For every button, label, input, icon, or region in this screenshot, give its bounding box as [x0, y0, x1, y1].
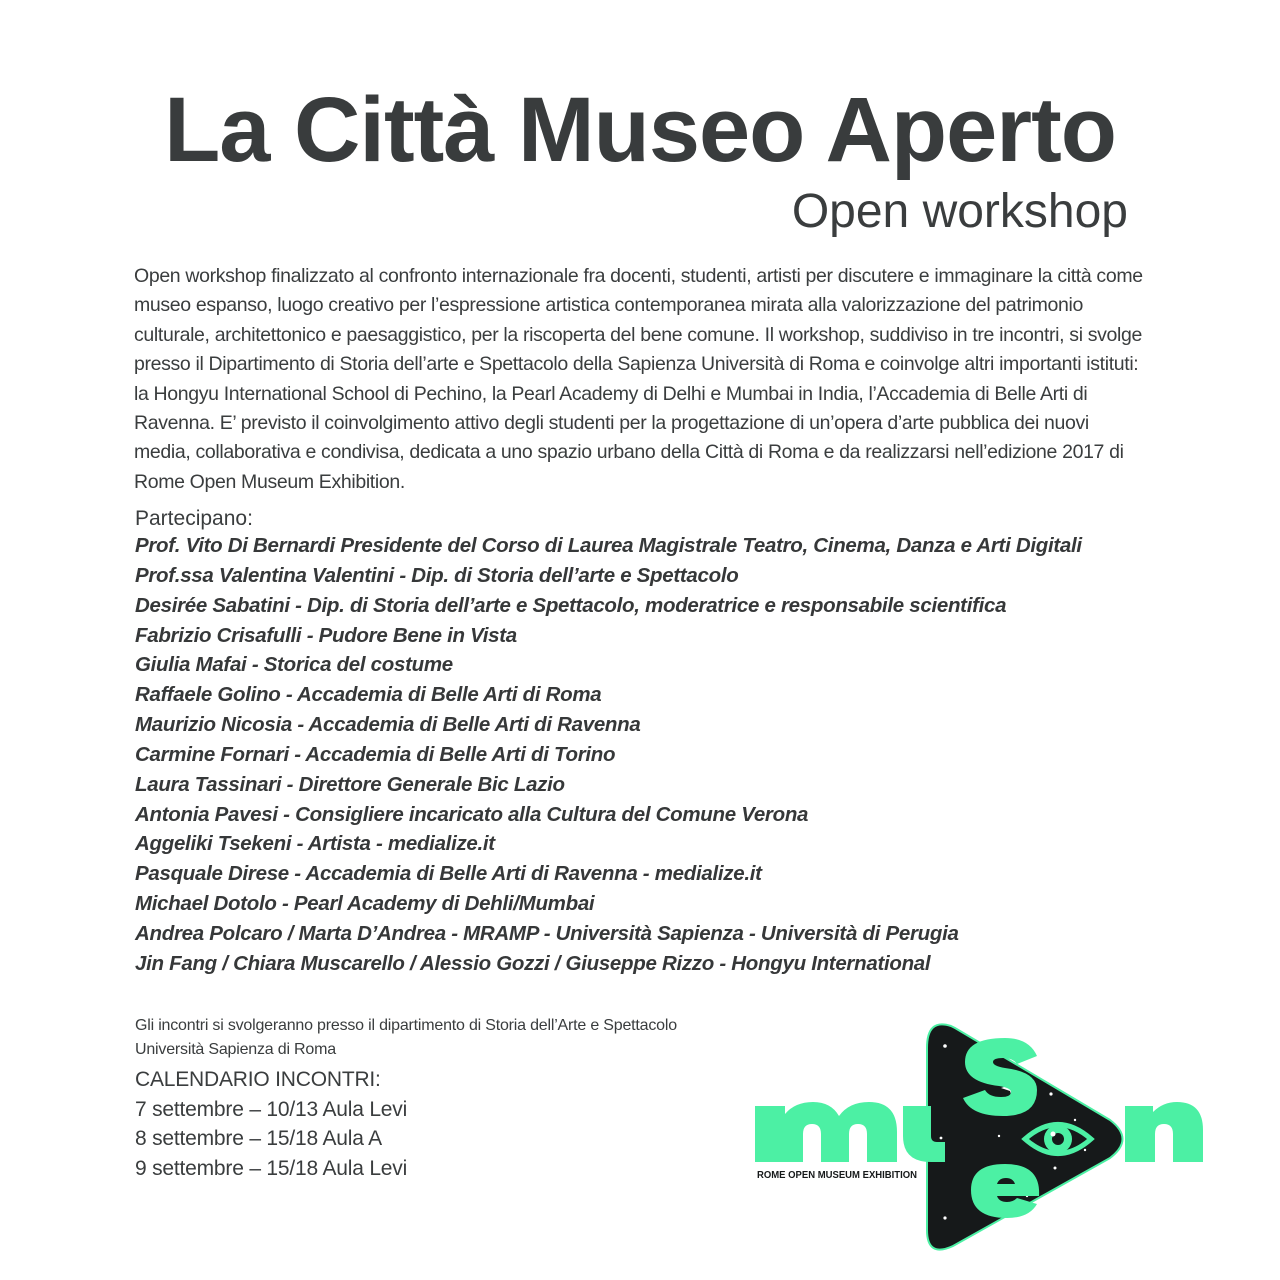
participant-item: Fabrizio Crisafulli - Pudore Bene in Vista — [135, 623, 517, 647]
calendar-heading: CALENDARIO INCONTRI: — [135, 1068, 381, 1091]
logo-letter-n — [1125, 1102, 1203, 1162]
calendar — [135, 1065, 407, 1183]
participants-heading: Partecipano: — [135, 507, 253, 530]
participant-item: Antonia Pavesi - Consigliere incaricato alla Cultura del Comune Verona — [135, 802, 809, 826]
eye-icon — [1025, 1125, 1091, 1154]
participant-item: Prof. Vito Di Bernardi Presidente del Corso di Laurea Magistrale Teatro, Cinema, Danza e Arti Digitali — [135, 534, 1082, 557]
calendar-item: 7 settembre – 10/13 Aula Levi — [135, 1097, 408, 1121]
logo-letter-s — [963, 1038, 1037, 1116]
participant-item: Desirée Sabatini - Dip. di Storia dell’arte e Spettacolo, moderatrice e responsabile scientifica — [135, 593, 1007, 617]
venue-info — [135, 1014, 677, 1062]
participant-item: Aggeliki Tsekeni - Artista - medialize.it — [135, 832, 495, 856]
participant-item: Jin Fang / Chiara Muscarello / Alessio Gozzi / Giuseppe Rizzo - Hongyu International — [135, 951, 931, 975]
participant-item: Carmine Fornari - Accademia di Belle Arti di Torino — [135, 742, 616, 766]
venue-line: Università Sapienza di Roma — [135, 1041, 336, 1058]
participant-item: Raffaele Golino - Accademia di Belle Arti di Roma — [135, 683, 602, 707]
intro-paragraph: Open workshop finalizzato al confronto internazionale fra docenti, studenti, artisti per discutere e immaginare la città come museo espanso, luogo creativo per l’espressione artistica contemporanea mirata alla valorizzazione del patrimonio culturale, architettonico e paesaggistico, per la riscoperta del bene comune. Il workshop, suddiviso in tre incontri, si svolge presso il Dipartimento di Storia dell’arte e Spettacolo della Sapienza Università di Roma e coinvolge altri importanti istituti: la Hongyu International School di Pechino, la Pearl Academy di Delhi e Mumbai in India, l’Accademia di Belle Arti di Ravenna. E’ previsto il coinvolgimento attivo degli studenti per la progettazione di un’opera d’arte pubblica dei nuovi media, collaborativa e condivisa, dedicata a uno spazio urbano della Città di Roma e da realizzarsi nell’edizione 2017 di Rome Open Museum Exhibition. — [134, 265, 1143, 493]
participant-item: Andrea Polcaro / Marta D’Andrea - MRAMP - Università Sapienza - Università di Perugia — [135, 921, 959, 945]
page-subtitle: Open workshop — [791, 185, 1128, 238]
participant-item: Prof.ssa Valentina Valentini - Dip. di Storia dell’arte e Spettacolo — [135, 563, 739, 587]
participant-item: Laura Tassinari - Direttore Generale Bic Lazio — [135, 772, 565, 796]
participant-item: Giulia Mafai - Storica del costume — [135, 653, 453, 677]
museon-logo-graphic — [755, 1018, 1215, 1258]
participant-item: Maurizio Nicosia - Accademia di Belle Arti di Ravenna — [135, 713, 641, 737]
calendar-item: 9 settembre – 15/18 Aula Levi — [135, 1156, 408, 1180]
page-title: La Città Museo Aperto — [164, 79, 1116, 181]
logo-tagline: ROME OPEN MUSEUM EXHIBITION — [757, 1169, 917, 1181]
venue-line: Gli incontri si svolgeranno presso il dipartimento di Storia dell’Arte e Spettacolo — [135, 1017, 677, 1034]
calendar-item: 8 settembre – 15/18 Aula A — [135, 1127, 382, 1150]
logo-letter-e — [971, 1164, 1039, 1218]
participants-list — [135, 531, 1082, 979]
logo-letter-m — [755, 1102, 897, 1162]
participant-item: Pasquale Direse - Accademia di Belle Arti di Ravenna - medialize.it — [135, 862, 762, 886]
museon-logo — [755, 1018, 1215, 1258]
participant-item: Michael Dotolo - Pearl Academy di Dehli/Mumbai — [135, 892, 595, 916]
